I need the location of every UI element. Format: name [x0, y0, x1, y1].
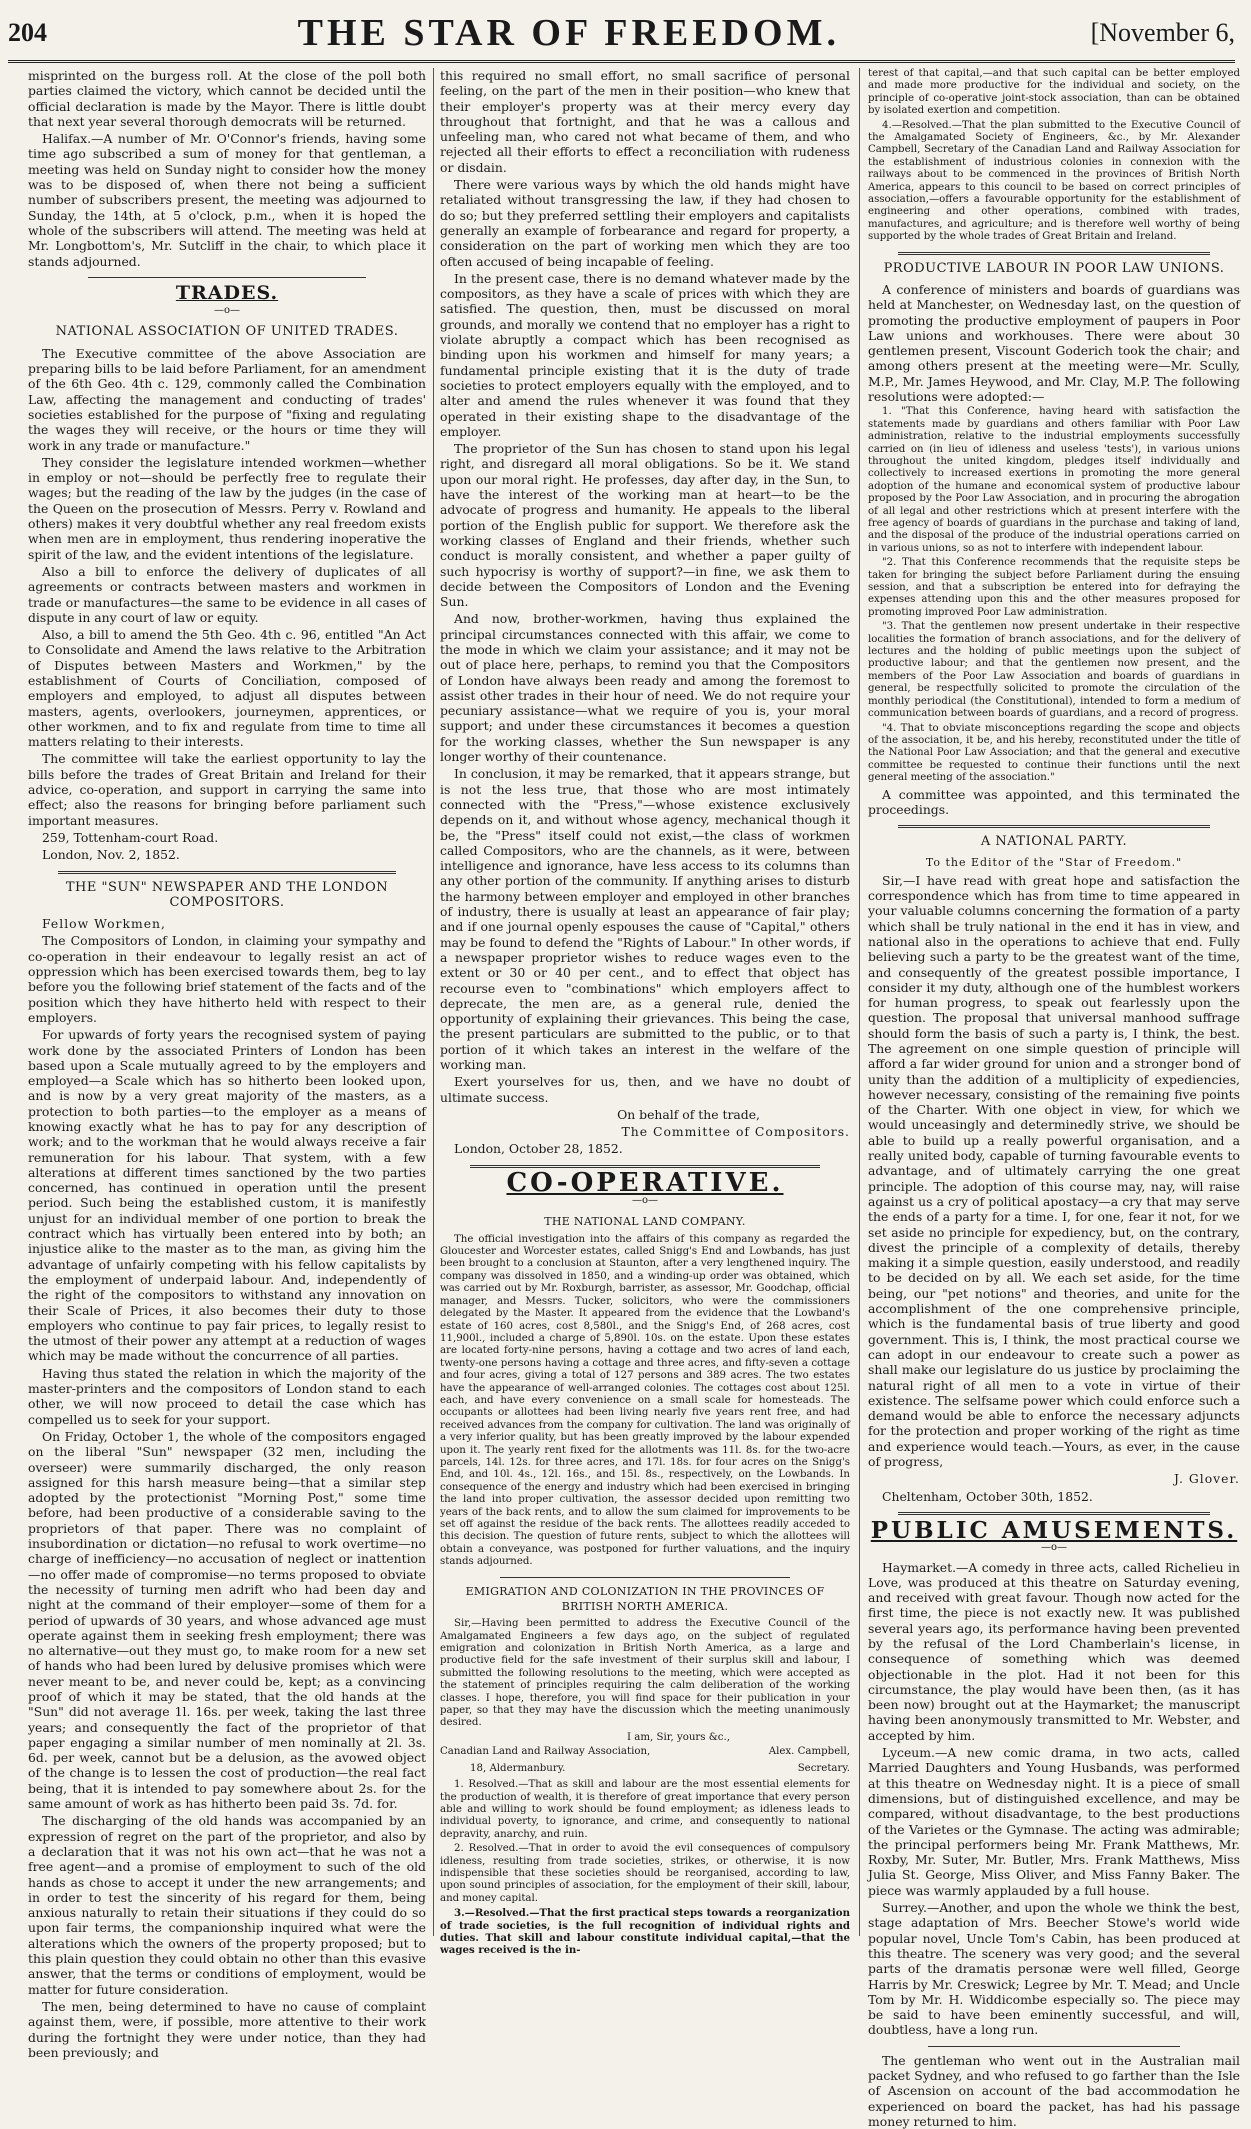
newspaper-title: THE STAR OF FREEDOM. — [297, 12, 840, 54]
paragraph: In conclusion, it may be remarked, that it appears strange, but is not the less true, that those who are most intimately connected with the "Press,"—whose existence exclusively depends on it, and without whose agency, mechanical though it be, the "Press" itself could not exist,—the class of workmen called Compositors, who are the channels, as it were, between intelligence and ignorance, have less access to its columns than any other portion of the community. If anything arises to disturb the harmony between employer and employed in other branches of industry, there is usually at least an appearance of fair play; and if one journal openly espouses the cause of "Capital," others may be found to defend the "Rights of Labour." In other words, if a newspaper proprietor wishes to reduce wages even to the extent or 30 or 40 per cent., and to effect that object has recourse even to "combinations" which employers affect to deprecate, the men are, as a general rule, denied the opportunity of explaining their grievances. This being the case, the present particulars are submitted to the public, or to that portion of it which takes an interest in the welfare of the working man. — [440, 766, 850, 1072]
resolution: 1. Resolved.—That as skill and labour are the most essential elements for the production of wealth, it is therefore of great importance that every person able and willing to work should be found employment; as idleness leads to individual poverty, to ignorance, and crime, and consequently to national depravity, anarchy, and ruin. — [440, 1779, 850, 1840]
article-heading: EMIGRATION AND COLONIZATION IN THE PROVINCES OF BRITISH NORTH AMERICA. — [465, 1584, 825, 1613]
divider — [928, 2046, 1180, 2047]
column-rule — [859, 68, 860, 1936]
paragraph: The men, being determined to have no cause of complaint against them, were, if possible, more attentive to their work during the fortnight they were under notice, than they had been previously; and — [28, 1998, 426, 2060]
small-print-block — [440, 1234, 850, 1569]
signoff: On behalf of the trade, — [617, 1106, 760, 1122]
paragraph: For upwards of forty years the recognised system of paying work done by the associated Printers of London has been based upon a Scale mutually agreed to by the employers and employed—a Scale which has so hitherto been looked upon, and is now by a very great majority of the masters, as a protection to both parties—to the employer as a means of knowing exactly what he has to pay for any description of work; and to the workman that he would always receive a fair remuneration for his labour. That system, with a few alterations at different times sanctioned by the two parties concerned, has continued in operation until the present period. Such being the established custom, it is manifestly unjust for an individual member of one portion to break the contract which has virtually been entered into by both; an injustice alike to the master as to the man, as giving him the advantage of unfairly competing with his fellow capitalists by the employment of underpaid labour. And, independently of the right of the compositors to withstand any innovation on their Scale of Prices, it also becomes their duty to those employers who continue to pay fair prices, to legally resist to the utmost of their power any attempt at a reduction of wages which may be made without the concurrence of all parties. — [28, 1027, 426, 1364]
resolution: 1. "That this Conference, having heard with satisfaction the statements made by guardians and others familiar with Poor Law administration, relative to the industrial employments successfully carried on (in lieu of idleness and useless 'tests'), in various unions throughout the united kingdom, pledges itself individually and collectively to increased exertions in promoting the more general adoption of the humane and economical system of productive labour proposed by the Poor Law Association, and in procuring the abrogation of all legal and other restrictions which at present interfere with the free agency of boards of guardians in the purchase and taking of land, and the disposal of the produce of the industrial operations carried on in various unions, so as not to interfere with independent labour. — [868, 406, 1240, 554]
paragraph: They consider the legislature intended workmen—whether in employ or not—should be perfectly free to regulate their wages; but the reading of the law by the judges (in the case of the Queen on the prosecution of Messrs. Perry v. Rowland and others) makes it very doubtful whether any real freedom exists when men are in employment, thus rendering inoperative the spirit of the law, and the evident intentions of the legislature. — [28, 454, 426, 562]
paragraph: The official investigation into the affairs of this company as regarded the Gloucester and Worcester estates, called Snigg's End and Lowbands, has just been brought to a conclusion at Staunton, after a very lengthened inquiry. The company was dissolved in 1850, and a winding-up order was obtained, which was carried out by Mr. Roxburgh, barrister, as assessor, Mr. Goodchap, official manager, and Messrs. Tucker, solicitors, who were the commissioners delegated by the Master. It appeared from the evidence that the Lowband's estate of 160 acres, cost 8,580l., and the Snigg's End, of 268 acres, cost 11,900l., included a charge of 5,890l. 10s. on the estate. Upon these estates are located forty-nine persons, having a cottage and two acres of land each, twenty-one persons having a cottage and three acres, and fifty-seven a cottage and four acres, giving a total of 127 persons and 389 acres. The two estates have the appearance of well-arranged colonies. The cottages cost about 125l. each, and have every convenience on a small scale for homesteads. The occupants or allottees had been living nearly five years rent free, and had received advances from the company for cultivation. The land was originally of a very inferior quality, but has been greatly improved by the labour expended upon it. The yearly rent fixed for the allotments was 11l. 8s. for the two-acre parcels, 14l. 12s. for three acres, and 17l. 18s. for four acres on the Snigg's End, and 10l. 4s., 12l. 16s., and 15l. 8s., respectively, on the Lowbands. In consequence of the energy and industry which had been exercised in bringing the land into proper cultivation, the assessor decided upon remitting two years of the back rents, and to allow the sum claimed for improvements to be set off against the residue of the back rents. The allottees readily acceded to this decision. The question of future rents, subject to which the allottees will obtain a conveyance, was postponed for further valuations, and the inquiry stands adjourned. — [440, 1233, 850, 1568]
signature: Alex. Campbell, — [768, 1746, 850, 1758]
paragraph: misprinted on the burgess roll. At the close of the poll both parties claimed the victory, which cannot be decided until the official declaration is made by the Mayor. There is little doubt that next year several thorough democrats will be returned. — [28, 68, 426, 129]
divider — [898, 252, 1210, 255]
divider — [58, 871, 396, 874]
dateline: London, October 28, 1852. — [454, 1141, 623, 1157]
paragraph: Halifax.—A number of Mr. O'Connor's friends, having some time ago subscribed a sum of money for that gentleman, a meeting was held on Sunday night to consider how the money was to be disposed of, when there not being a sufficient number of subscribers present, the meeting was adjourned to Sunday, the 14th, at 5 o'clock, p.m., when it is hoped the whole of the subscribers will attend. The meeting was held at Mr. Longbottom's, Mr. Sutcliff in the chair, to which place it stands adjourned. — [28, 131, 426, 269]
issue-date: [November 6, — [1090, 18, 1235, 47]
paragraph: Sir,—I have read with great hope and satisfaction the correspondence which has from time to time appeared in your valuable columns concerning the formation of a party which shall be truly national in the end it has in view, and national also in the operations to achieve that end. Fully believing such a party to be the greatest want of the time, and consequently of the greatest possible importance, I consider it my duty, although one of the humblest workers for human progress, to speak out fearlessly upon the question. The proposal that universal manhood suffrage should form the basis of such a party is, I think, the best. The agreement on one simple question of principle will afford a far wider ground for union and a stronger bond of unity than the addition of a multiplicity of expediencies, however necessary, consisting of the remaining five points of the Charter. With one object in view, for which we would unceasingly and determinedly strive, we should be able to build up a really powerful organisation, and a really united body, capable of turning favourable events to advantage, and of ultimately carrying the one great principle. The adoption of this course may, nay, will raise against us a cry of political apostacy—a cry that may serve the ends of a party for a time. I, for one, fear it not, for we set aside no principle for expediency, but, on the contrary, divest the principle of a complexity of details, thereby making it a simple question, easily understood, and readily to be decided on by all. We each set aside, for the time being, our "pet notions" and theories, and unite for the accomplishment of the one comprehensive principle, which is the fundamental basis of true liberty and good government. This is, I think, the most practical course we can adopt in our endeavour to create such a power as shall make our legislature do us justice by proclaiming the natural right of all men to a vote in virtue of their existence. The selfsame power which could enforce such a demand would be able to enforce the necessary adjuncts for the protection and proper working of the right as time and experience would teach.—Yours, as ever, in the cause of progress, — [868, 872, 1240, 1470]
column-1 — [28, 68, 426, 2060]
resolution: 3.—Resolved.—That the first practical steps towards a reorganization of trade societies, is the full recognition of individual rights and duties. That skill and labour constitute individual capital,—that the wages received is the in- — [440, 1907, 850, 1957]
section-heading-public-amusements: PUBLIC AMUSEMENTS. — [870, 1516, 1238, 1544]
resolution: 2. Resolved.—That in order to avoid the evil consequences of compulsory idleness, resulting from trade societies, strikes, or otherwise, it is now indispensible that these societies should be reorganised, according to law, upon sound principles of association, for the employment of their skill, labour, and money capital. — [440, 1843, 850, 1904]
paragraph: Also, a bill to amend the 5th Geo. 4th c. 96, entitled "An Act to Consolidate and Amend the laws relative to the Arbitration of Disputes between Masters and Workmen," by the establishment of Courts of Conciliation, composed of employers and employed, to adjust all disputes between masters, agents, overlookers, journeymen, apprentices, or other workmen, and to fix and regulate from time to time all matters relating to their interests. — [28, 627, 426, 750]
resolution: "4. That to obviate misconceptions regarding the scope and objects of the association, it be, and his hereby, reconstituted under the title of the National Poor Law Association; and that the general and executive committee be requested to continue their functions until the next general meeting of the association." — [868, 722, 1240, 784]
paragraph: A committee was appointed, and this terminated the proceedings. — [868, 786, 1240, 817]
organisation: Canadian Land and Railway Association, — [440, 1746, 651, 1758]
column-rule — [433, 68, 434, 1936]
paragraph: The gentleman who went out in the Australian mail packet Sydney, and who refused to go farther than the Isle of Ascension on account of the bad accommodation he experienced on board the packet, has had his passage money returned to him. — [868, 2052, 1240, 2129]
address: 18, Aldermanbury. — [470, 1762, 566, 1774]
small-print-block — [440, 1618, 850, 1957]
paragraph: Also a bill to enforce the delivery of duplicates of all agreements or contracts between masters and workmen in trade or manufactures—the same to be evidence in all cases of dispute in any court of law or equity. — [28, 563, 426, 625]
paragraph: In the present case, there is no demand whatever made by the compositors, as they have a scale of prices with which they are satisfied. The question, then, must be discussed on moral grounds, and morally we contend that no employer has a right to violate abruptly a compact which has been recognised as binding upon his workmen and himself for many years; a fundamental principle existing that it is the duty of trade societies to protect employers equally with the employed, and to alter and amend the rules whenever it was found that they operated in their existing shape to the disadvantage of the employer. — [440, 270, 850, 439]
paragraph: Surrey.—Another, and upon the whole we think the best, stage adaptation of Mrs. Beecher Stowe's world wide popular novel, Uncle Tom's Cabin, has been produced at this theatre. The scenery was very good; and the several parts of the dramatis personæ were well filled, George Harris by Mr. Creswick; Legree by Mr. T. Mead; and Uncle Tom by Mr. H. Widdicombe especially so. The piece may be said to have been eminently successful, and will, doubtless, have a long run. — [868, 1900, 1240, 2038]
address: 259, Tottenham-court Road. — [42, 829, 219, 845]
article-heading: PRODUCTIVE LABOUR IN POOR LAW UNIONS. — [883, 260, 1225, 276]
paragraph: On Friday, October 1, the whole of the compositors engaged on the liberal "Sun" newspaper (32 men, including the overseer) were summarily discharged, the only reason assigned for this harsh measure being—that a similar step adopted by the protectionist "Morning Post," some time before, had been productive of a considerable saving to the proprietors of that paper. There was no complaint of insubordination or dictation—no refusal to work overtime—no charge of inefficiency—no accusation of neglect or inattention—no offer made of compromise—no terms proposed to obviate the necessity of turning men adrift who had been day and night at the command of their employer—some of them for a period of upwards of 30 years, and whose advanced age must operate against them in seeking fresh employment; there was no alternative—out they must go, to make room for a new set of hands who had been lured by delusive promises which were never meant to be, and never could be, kept; as a convincing proof of which it may be stated, that the old hands at the "Sun" did not average 1l. 16s. per week, taking the last three years; and consequently the fact of the proprietor of that paper engaging a similar number of men nominally at 2l. 3s. 6d. per week, cannot but be a delusion, as the avowed object of the change is to lessen the cost of production—the real fact being, that it is intended to pay somewhere about 2s. for the same amount of work as has hitherto been paid 3s. 7d. for. — [28, 1428, 426, 1812]
paragraph: Lyceum.—A new comic drama, in two acts, called Married Daughters and Young Husbands, was performed at this theatre on Wednesday night. It is a piece of small dimensions, but of distinguished excellence, and may be compared, without disadvantage, to the best productions of the Varietes or the Gymnase. The acting was admirable; the principal performers being Mr. Frank Matthews, Mr. Roxby, Mr. Suter, Mr. Butler, Mrs. Frank Matthews, Miss Julia St. George, Miss Oliver, and Miss Fanny Baker. The piece was warmly applauded by a full house. — [868, 1745, 1240, 1898]
letter-address: To the Editor of the "Star of Freedom." — [925, 856, 1183, 870]
masthead — [8, 6, 1235, 63]
resolution: 4.—Resolved.—That the plan submitted to the Executive Council of the Amalgamated Society of Engineers, &c., by Mr. Alexander Campbell, Secretary of the Canadian Land and Railway Association for the establishment of industrious colonies in connexion with the railways about to be commenced in the provinces of British North America, appears to this council to be based on correct principles of association,—offers a favourable opportunity for the establishment of engineering and other operations, combined with trades, manufactures, and agriculture; and is therefore well worthy of being supported by the whole trades of Great Britain and Ireland. — [868, 119, 1240, 243]
paragraph: The discharging of the old hands was accompanied by an expression of regret on the part of the proprietor, and also by a declaration that it was not his own act—that he was not a free agent—and a promise of employment to such of the old hands as chose to accept it under the new arrangements; and in order to test the sincerity of his regard for them, being anxious naturally to retain their situations if they could do so upon fair terms, the companionship inquired what were the alterations which the owners of the property proposed; but to this plain question they could obtain no other than this evasive answer, that the terms or conditions of employment, would be matter for future consideration. — [28, 1813, 426, 1997]
paragraph: Haymarket.—A comedy in three acts, called Richelieu in Love, was produced at this theatre on Saturday evening, and received with great favour. Though now acted for the first time, the piece is not exactly new. It was published several years ago, its performance having been prevented by the refusal of the Lord Chamberlain's license, in consequence of something which was deemed objectionable in the plot. Had it not been for this circumstance, the play would have been then, (as it has been now) brought out at the Haymarket; the manuscript having been anonymously transmitted to Mr. Webster, and accepted by him. — [868, 1559, 1240, 1743]
article-heading: A NATIONAL PARTY. — [980, 834, 1128, 850]
salutation: Fellow Workmen, — [42, 916, 166, 932]
resolution: "2. That this Conference recommends that the requisite steps be taken for bringing the subject before Parliament during the ensuing session, and that a subscription be entered into for defraying the expenses attending upon this and the other measures proposed for promoting improved Poor Law administration. — [868, 557, 1240, 618]
paragraph: Exert yourselves for us, then, and we have no doubt of ultimate success. — [440, 1074, 850, 1105]
signature: The Committee of Compositors. — [621, 1124, 850, 1140]
ornament: —o— — [213, 305, 241, 317]
small-print-block — [868, 406, 1240, 784]
paragraph: Sir,—Having been permitted to address the Executive Council of the Amalgamated Engineers a few days ago, on the subject of regulated emigration and colonization in British North America, as a large and productive field for the safe investment of their surplus skill and labour, I submitted the following resolutions to the meeting, which were accepted as the statement of principles requiring the calm deliberation of the working classes. I hope, therefore, you will find space for their publication in your paper, so that they may have the discussion which the meeting unanimously desired. — [440, 1618, 850, 1729]
column-2 — [440, 68, 850, 1957]
ornament: —o— — [631, 1195, 659, 1207]
page-number: 204 — [8, 18, 47, 47]
divider — [500, 1577, 790, 1578]
address-date: London, Nov. 2, 1852. — [42, 847, 180, 863]
divider — [898, 1512, 1210, 1515]
article-heading: NATIONAL ASSOCIATION OF UNITED TRADES. — [55, 324, 399, 340]
column-3 — [868, 68, 1240, 2129]
article-heading: THE NATIONAL LAND COMPANY. — [544, 1215, 746, 1229]
article-heading: THE "SUN" NEWSPAPER AND THE LONDON COMPOSITORS. — [65, 879, 389, 910]
small-print-block — [868, 68, 1240, 244]
ornament: —o— — [1040, 1542, 1068, 1554]
paragraph: Having thus stated the relation in which the majority of the master-printers and the compositors of London stand to each other, we will now proceed to detail the case which has compelled us to seek for your support. — [28, 1365, 426, 1427]
signature-row — [440, 1763, 850, 1775]
signature-row — [440, 1746, 850, 1758]
paragraph: The committee will take the earliest opportunity to lay the bills before the trades of Great Britain and Ireland for their advice, co-operation, and support in carrying the same into effect; also the reasons for bringing before parliament such important measures. — [28, 751, 426, 828]
signoff: I am, Sir, yours &c., — [627, 1731, 730, 1743]
section-heading-trades: TRADES. — [175, 281, 279, 304]
paragraph: And now, brother-workmen, having thus explained the principal circumstances connected with this affair, we come to the mode in which we claim your assistance; and it may not be out of place here, perhaps, to remind you that the Compositors of London have always been ready and among the foremost to assist other trades in their hour of need. We do not require your pecuniary assistance—what we require of you is, your moral support; and under these circumstances it becomes a question for the working classes, whether the Sun newspaper is any longer worthy of their countenance. — [440, 611, 850, 765]
signature: J. Glover. — [1173, 1471, 1240, 1487]
paragraph: A conference of ministers and boards of guardians was held at Manchester, on Wednesday last, on the question of promoting the productive employment of paupers in Poor Law unions and workhouses. There were about 30 gentlemen present, Viscount Goderich took the chair; and among others present at the meeting were—Mr. Scully, M.P., Mr. James Heywood, and Mr. Clay, M.P. The following resolutions were adopted:— — [868, 281, 1240, 405]
paragraph: The proprietor of the Sun has chosen to stand upon his legal right, and disregard all moral obligations. So be it. We stand upon our moral right. He professes, day after day, in the Sun, to have the interest of the working man at heart—to be the advocate of progress and humanity. He appeals to the liberal portion of the English public for support. We therefore ask the working classes of England and their friends, whether such conduct is morally consistent, and whether a paper guilty of such hypocrisy is worthy of support?—in fine, we ask them to decide between the Compositors of London and the Evening Sun. — [440, 441, 850, 610]
divider — [898, 825, 1210, 828]
divider — [88, 277, 366, 278]
paragraph: The Compositors of London, in claiming your sympathy and co-operation in their endeavour to legally resist an act of oppression which has been exercised towards them, beg to lay before you the following brief statement of the facts and of the position which they have hitherto held with respect to their employers. — [28, 933, 426, 1025]
signatory-title: Secretary. — [797, 1762, 850, 1774]
dateline: Cheltenham, October 30th, 1852. — [882, 1488, 1093, 1504]
resolution: "3. That the gentlemen now present undertake in their respective localities the formation of branch associations, and for the delivery of lectures and the holding of public meetings upon the subject of productive labour; and that the gentlemen now present, and the members of the Poor Law Association and boards of guardians in general, be respectfully solicited to promote the circulation of the monthly periodical (the Constitutional), intended to form a medium of communication between boards of guardians, and a record of progress. — [868, 621, 1240, 720]
paragraph: The Executive committee of the above Association are preparing bills to be laid before Parliament, for an amendment of the 6th Geo. 4th c. 129, commonly called the Combination Law, affecting the management and conducting of trades' societies established for the purpose of "fixing and regulating the wages they will receive, or the hours or time they will work in any trade or manufacture." — [28, 345, 426, 453]
paragraph: There were various ways by which the old hands might have retaliated without transgressing the law, if they had chosen to do so; but they preferred settling their employers and capitalists generally an example of forbearance and regard for property, a consideration on the part of working men which they are too often accused of being incapable of feeling. — [440, 177, 850, 269]
section-heading-cooperative: CO-OPERATIVE. — [506, 1167, 784, 1198]
paragraph: this required no small effort, no small sacrifice of personal feeling, on the part of the men in their position—who knew that their employer's property was at their mercy every day throughout that fortnight, and that he was a callous and unfeeling man, who cared not what became of them, and who rejected all their efforts to effect a reconciliation with rudeness or disdain. — [440, 68, 850, 175]
paragraph: terest of that capital,—and that such capital can be better employed and made more productive for the individual and society, on the principle of co-operative joint-stock association, than can be obtained by isolated exertion and competition. — [868, 68, 1240, 117]
